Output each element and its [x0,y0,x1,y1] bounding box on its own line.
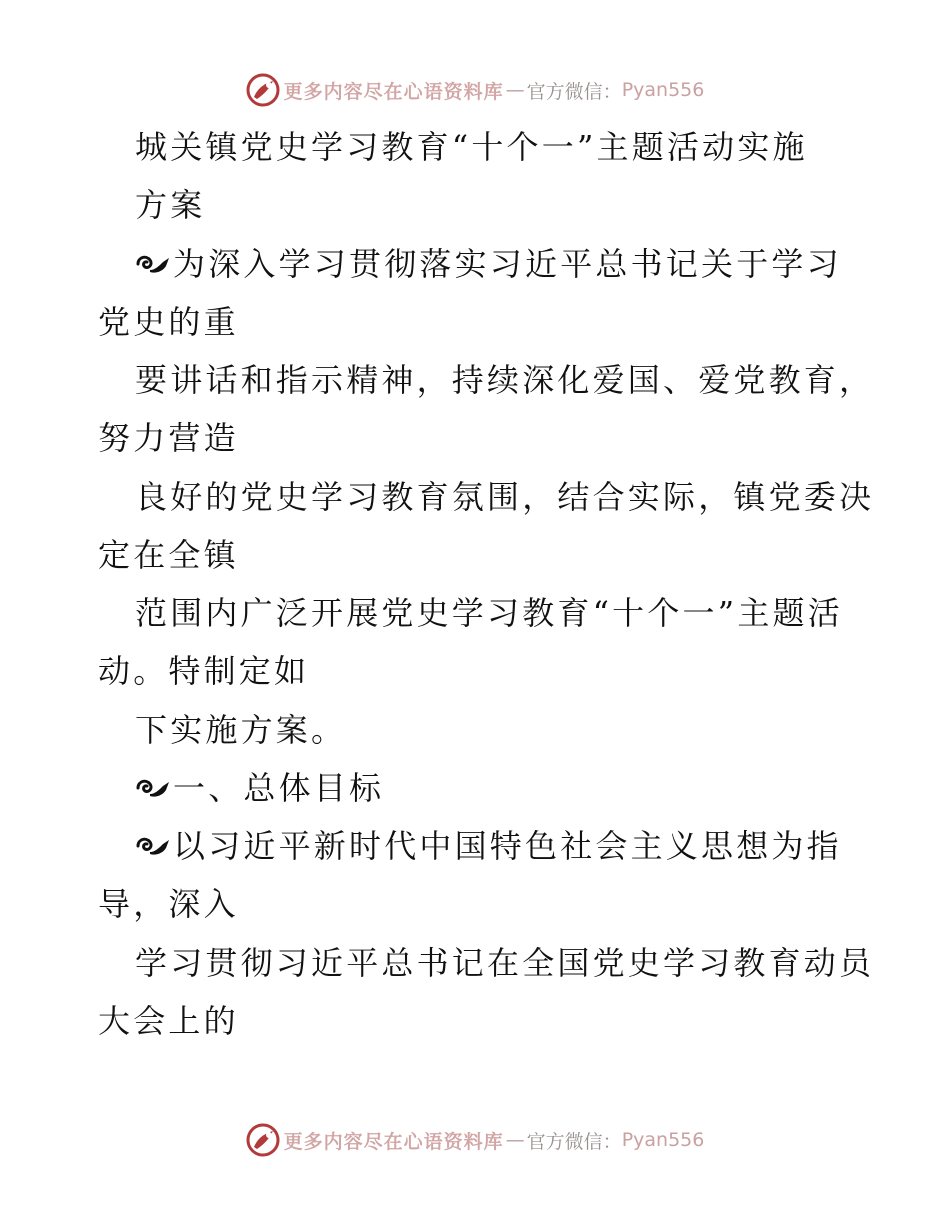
paragraph-line: 大会上的 [98,1002,239,1040]
document-title-line-1: 城关镇党史学习教育“十个一”主题活动实施 [135,128,808,166]
brand-logo-icon [246,1123,280,1157]
paragraph-line: 学习贯彻习近平总书记在全国党史学习教育动员 [135,944,875,982]
paragraph-line: 定在全镇 [98,536,239,574]
footer-banner [0,1120,950,1160]
header-banner [0,70,950,110]
document-title-line-2: 方案 [135,186,206,224]
paragraph-line-text: 以习近平新时代中国特色社会主义思想为指 [173,827,842,865]
brand-logo-icon [246,73,280,107]
header-banner-text: 更多内容尽在心语资料库 [283,80,504,103]
paragraph-line [135,826,895,866]
paragraph-line: 动。特制定如 [98,652,310,690]
paragraph-line-text: 为深入学习贯彻落实习近平总书记关于学习 [173,245,842,283]
bullet-icon [135,832,173,860]
bullet-icon [135,250,173,278]
paragraph-line: 导，深入 [98,885,239,923]
header-banner-separator: — [505,79,525,101]
section-heading-text: 一、总体目标 [173,769,385,807]
paragraph-line: 下实施方案。 [135,711,347,749]
footer-wechat-label: 官方微信： [526,1130,622,1153]
section-heading [135,768,895,808]
paragraph-line: 范围内广泛开展党史学习教育“十个一”主题活 [135,594,843,632]
paragraph-line: 党史的重 [98,303,239,341]
footer-banner-text: 更多内容尽在心语资料库 [283,1130,504,1153]
paragraph-line [135,244,895,284]
bullet-icon [135,774,173,802]
footer-banner-separator: — [505,1129,525,1151]
header-wechat-label: 官方微信： [526,80,622,103]
paragraph-line: 要讲话和指示精神，持续深化爱国、爱党教育， [135,361,875,399]
paragraph-line: 努力营造 [98,419,239,457]
paragraph-line: 良好的党史学习教育氛围，结合实际，镇党委决 [135,478,875,516]
header-wechat-id: Pyan556 [621,79,705,101]
footer-wechat-id: Pyan556 [621,1129,705,1151]
